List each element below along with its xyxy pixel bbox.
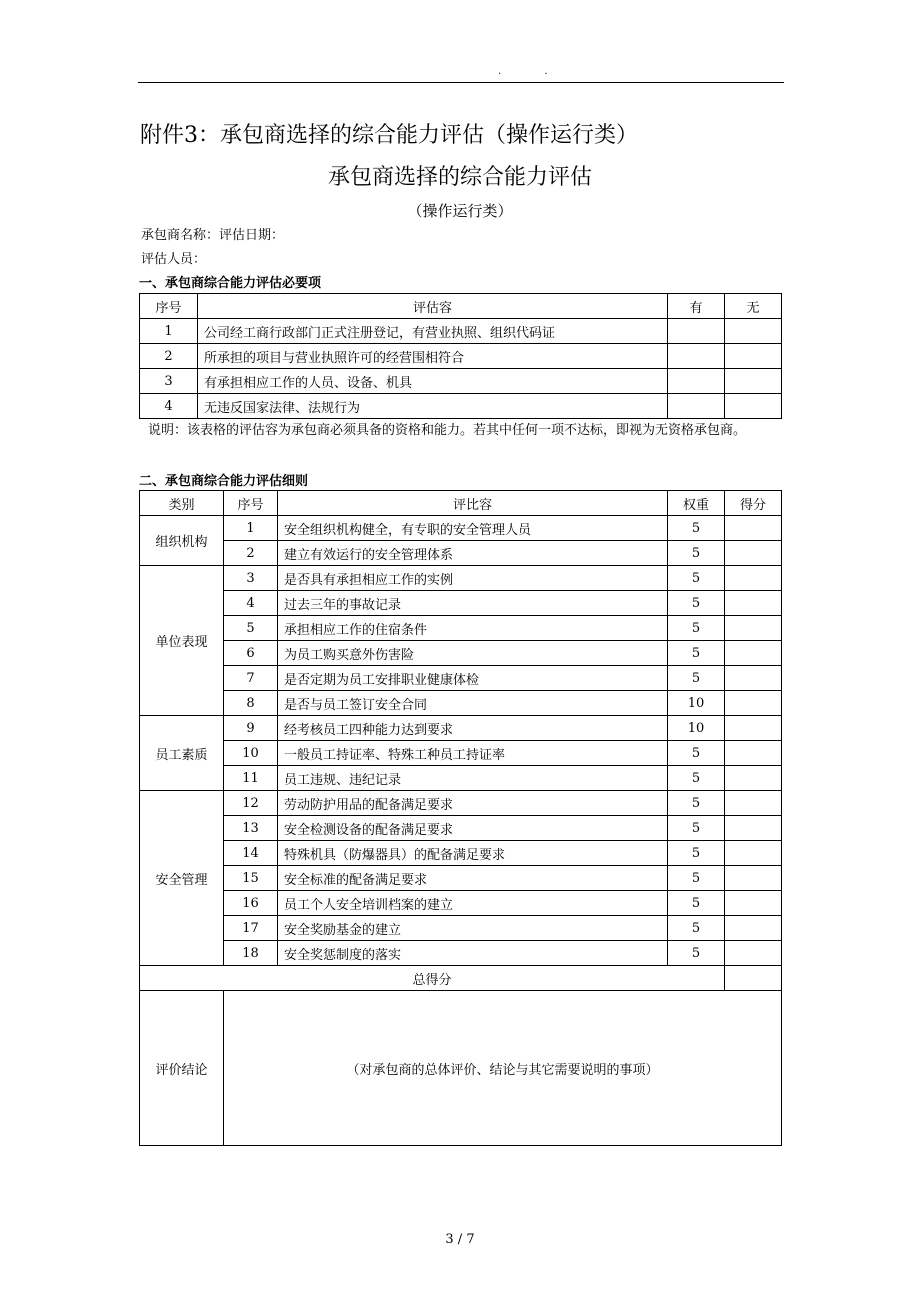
- header-no: 序号: [140, 294, 198, 319]
- section2-title: 二、承包商综合能力评估细则: [139, 474, 309, 489]
- header-no: 序号: [224, 491, 278, 516]
- row-content: 是否定期为员工安排职业健康体检: [278, 666, 668, 691]
- row-content: 承担相应工作的住宿条件: [278, 616, 668, 641]
- header-rule: [138, 82, 784, 83]
- row-number: 1: [224, 516, 278, 541]
- row-content: 员工违规、违纪记录: [278, 766, 668, 791]
- header-content: 评估容: [198, 294, 668, 319]
- score-cell: [725, 716, 782, 741]
- header-dots: . .: [498, 66, 568, 77]
- row-weight: 5: [668, 916, 725, 941]
- category-cell: 员工素质: [140, 716, 224, 791]
- check-yes-cell: [668, 394, 725, 419]
- row-number: 15: [224, 866, 278, 891]
- info-name-date: 承包商名称：评估日期：: [141, 228, 285, 243]
- check-no-cell: [725, 344, 782, 369]
- table-row: [140, 691, 782, 716]
- row-content: 劳动防护用品的配备满足要求: [278, 791, 668, 816]
- row-content: 安全奖惩制度的落实: [278, 941, 668, 966]
- page-title: 承包商选择的综合能力评估: [327, 165, 592, 190]
- header-category: 类别: [140, 491, 224, 516]
- row-content: 安全组织机构健全，有专职的安全管理人员: [278, 516, 668, 541]
- row-number: 2: [140, 344, 198, 369]
- header-weight: 权重: [668, 491, 725, 516]
- row-weight: 5: [668, 766, 725, 791]
- table-row: [140, 344, 782, 369]
- score-cell: [725, 791, 782, 816]
- row-content: 是否与员工签订安全合同: [278, 691, 668, 716]
- table-row: [140, 741, 782, 766]
- total-row: [140, 966, 782, 991]
- row-number: 16: [224, 891, 278, 916]
- header-no-have: 无: [725, 294, 782, 319]
- score-cell: [725, 766, 782, 791]
- header-content: 评比容: [278, 491, 668, 516]
- row-content: 所承担的项目与营业执照许可的经营围相符合: [198, 344, 668, 369]
- conclusion-text: （对承包商的总体评价、结论与其它需要说明的事项）: [224, 991, 782, 1146]
- table-row: [140, 666, 782, 691]
- row-content: 无违反国家法律、法规行为: [198, 394, 668, 419]
- row-number: 10: [224, 741, 278, 766]
- score-cell: [725, 641, 782, 666]
- row-content: 安全奖励基金的建立: [278, 916, 668, 941]
- row-number: 17: [224, 916, 278, 941]
- row-number: 2: [224, 541, 278, 566]
- section1-title: 一、承包商综合能力评估必要项: [139, 276, 322, 291]
- row-weight: 10: [668, 716, 725, 741]
- row-number: 6: [224, 641, 278, 666]
- category-cell: 单位表现: [140, 566, 224, 716]
- header-yes: 有: [668, 294, 725, 319]
- row-weight: 5: [668, 516, 725, 541]
- row-number: 3: [140, 369, 198, 394]
- score-cell: [725, 816, 782, 841]
- score-cell: [725, 541, 782, 566]
- section1-note: 说明：该表格的评估容为承包商必须具备的资格和能力。若其中任何一项不达标，即视为无资格承包商。: [148, 423, 747, 438]
- row-number: 5: [224, 616, 278, 641]
- table-row: [140, 891, 782, 916]
- row-number: 11: [224, 766, 278, 791]
- attachment-title: 附件3：承包商选择的综合能力评估（操作运行类）: [140, 123, 638, 148]
- row-content: 过去三年的事故记录: [278, 591, 668, 616]
- table-row: [140, 716, 782, 741]
- row-content: 员工个人安全培训档案的建立: [278, 891, 668, 916]
- conclusion-row: [140, 991, 782, 1146]
- row-content: 特殊机具（防爆器具）的配备满足要求: [278, 841, 668, 866]
- check-yes-cell: [668, 319, 725, 344]
- table-row: [140, 591, 782, 616]
- category-cell: 组织机构: [140, 516, 224, 566]
- row-weight: 5: [668, 816, 725, 841]
- score-cell: [725, 891, 782, 916]
- row-weight: 5: [668, 741, 725, 766]
- table-row: [140, 369, 782, 394]
- score-cell: [725, 741, 782, 766]
- table-header-row: [140, 294, 782, 319]
- row-content: 经考核员工四种能力达到要求: [278, 716, 668, 741]
- row-number: 4: [224, 591, 278, 616]
- row-number: 18: [224, 941, 278, 966]
- table-row: [140, 516, 782, 541]
- row-number: 1: [140, 319, 198, 344]
- table-row: [140, 841, 782, 866]
- page-subtitle: （操作运行类）: [407, 202, 513, 220]
- check-yes-cell: [668, 344, 725, 369]
- table-row: [140, 941, 782, 966]
- score-cell: [725, 866, 782, 891]
- row-number: 14: [224, 841, 278, 866]
- row-content: 公司经工商行政部门正式注册登记，有营业执照、组织代码证: [198, 319, 668, 344]
- evaluation-details-table: [139, 490, 782, 1146]
- row-weight: 5: [668, 891, 725, 916]
- row-weight: 5: [668, 566, 725, 591]
- score-cell: [725, 691, 782, 716]
- table-row: [140, 566, 782, 591]
- check-no-cell: [725, 319, 782, 344]
- row-weight: 10: [668, 691, 725, 716]
- page-number: 3 / 7: [445, 1232, 475, 1247]
- score-cell: [725, 616, 782, 641]
- score-cell: [725, 666, 782, 691]
- row-content: 安全标准的配备满足要求: [278, 866, 668, 891]
- row-weight: 5: [668, 866, 725, 891]
- row-number: 9: [224, 716, 278, 741]
- row-content: 安全检测设备的配备满足要求: [278, 816, 668, 841]
- row-weight: 5: [668, 641, 725, 666]
- table-row: [140, 791, 782, 816]
- row-weight: 5: [668, 791, 725, 816]
- table-row: [140, 816, 782, 841]
- table-row: [140, 394, 782, 419]
- table-row: [140, 641, 782, 666]
- check-no-cell: [725, 369, 782, 394]
- table-row: [140, 541, 782, 566]
- row-number: 8: [224, 691, 278, 716]
- row-weight: 5: [668, 541, 725, 566]
- table-row: [140, 319, 782, 344]
- table-header-row: [140, 491, 782, 516]
- score-cell: [725, 516, 782, 541]
- table-row: [140, 616, 782, 641]
- check-yes-cell: [668, 369, 725, 394]
- row-number: 3: [224, 566, 278, 591]
- check-no-cell: [725, 394, 782, 419]
- row-weight: 5: [668, 616, 725, 641]
- required-items-table: [139, 293, 782, 419]
- score-cell: [725, 566, 782, 591]
- category-cell: 安全管理: [140, 791, 224, 966]
- score-cell: [725, 841, 782, 866]
- row-number: 13: [224, 816, 278, 841]
- row-weight: 5: [668, 841, 725, 866]
- table-row: [140, 766, 782, 791]
- conclusion-label: 评价结论: [140, 991, 224, 1146]
- row-content: 为员工购买意外伤害险: [278, 641, 668, 666]
- row-weight: 5: [668, 941, 725, 966]
- total-label: 总得分: [140, 966, 725, 991]
- header-score: 得分: [725, 491, 782, 516]
- row-content: 是否具有承担相应工作的实例: [278, 566, 668, 591]
- row-weight: 5: [668, 591, 725, 616]
- row-content: 有承担相应工作的人员、设备、机具: [198, 369, 668, 394]
- score-cell: [725, 591, 782, 616]
- score-cell: [725, 941, 782, 966]
- table-row: [140, 866, 782, 891]
- row-content: 一般员工持证率、特殊工种员工持证率: [278, 741, 668, 766]
- row-number: 7: [224, 666, 278, 691]
- total-score-cell: [725, 966, 782, 991]
- table-row: [140, 916, 782, 941]
- row-weight: 5: [668, 666, 725, 691]
- info-assessors: 评估人员：: [141, 252, 207, 267]
- row-content: 建立有效运行的安全管理体系: [278, 541, 668, 566]
- row-number: 4: [140, 394, 198, 419]
- row-number: 12: [224, 791, 278, 816]
- score-cell: [725, 916, 782, 941]
